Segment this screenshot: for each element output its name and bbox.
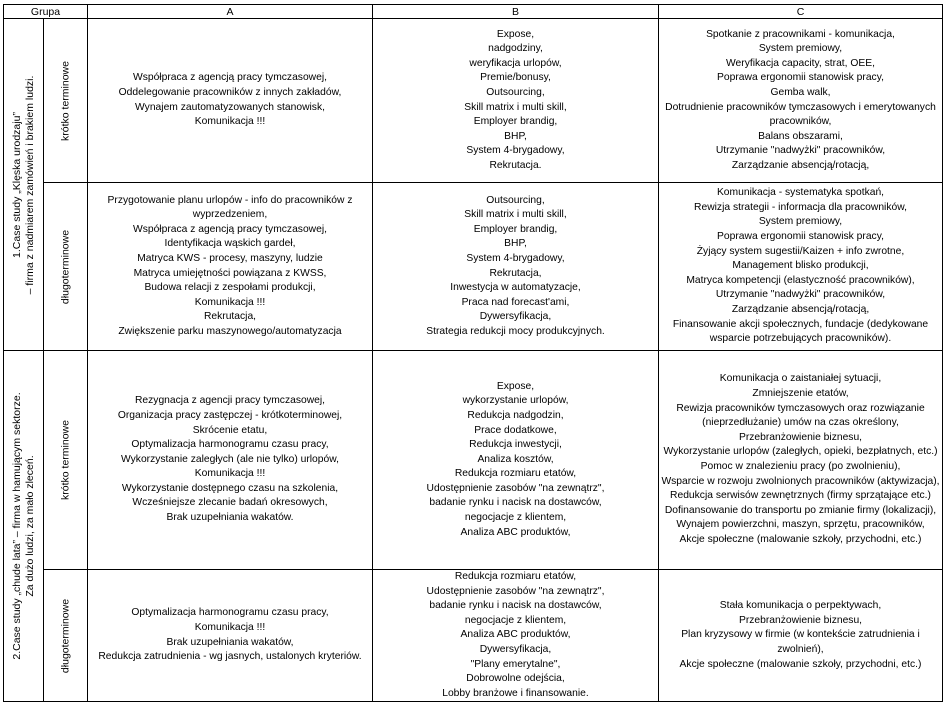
cell-b xyxy=(373,351,659,570)
term-cell xyxy=(44,351,88,570)
cell-line: Analiza ABC produktów, xyxy=(460,526,571,538)
term-cell xyxy=(44,570,88,702)
cell-line: Akcje społeczne (malowanie szkoły, przychodni, etc.) xyxy=(679,658,922,670)
cell-line: Dywersyfikacja, xyxy=(479,311,552,323)
cell-line: Pomoc w znalezieniu pracy (po zwolnieniu), xyxy=(700,461,901,472)
cell-line: Dotrudnienie pracowników tymczasowych i emerytowanych pracowników, xyxy=(665,101,936,128)
cell-line: System 4-brygadowy, xyxy=(466,252,565,264)
cell-line: Balans obszarami, xyxy=(758,130,843,142)
cell-line: Utrzymanie "nadwyżki" pracowników, xyxy=(715,289,886,301)
cell-line: Zwiększenie parku maszynowego/automatyzacja xyxy=(118,325,342,337)
cell-line: nadgodziny, xyxy=(488,43,543,55)
cell-line: BHP, xyxy=(504,130,527,142)
cell-line: negocjacje z klientem, xyxy=(464,614,567,626)
cell-line: Poprawa ergonomii stanowisk pracy, xyxy=(717,231,884,243)
cell-line: Rekrutacja, xyxy=(489,267,542,279)
cell-line: Praca nad forecast'ami, xyxy=(461,296,570,308)
cell-line: Skrócenie etatu, xyxy=(192,424,268,436)
cell-a xyxy=(88,183,373,351)
strategy-table xyxy=(3,4,943,702)
cell-line: Komunikacja !!! xyxy=(194,296,266,308)
group-label-cell xyxy=(4,19,44,351)
cell-line: Matryca kompetencji (elastyczność pracowników), xyxy=(686,274,915,286)
cell-line: Poprawa ergonomii stanowisk pracy, xyxy=(717,72,884,84)
header-group: Grupa xyxy=(4,5,88,19)
cell-line: Employer brandig, xyxy=(473,223,558,235)
cell-line: Skill matrix i multi skill, xyxy=(464,101,567,113)
cell-line: Identyfikacja wąskich gardeł, xyxy=(164,238,296,250)
cell-a xyxy=(88,19,373,183)
cell-a xyxy=(88,570,373,702)
cell-c xyxy=(659,183,943,351)
cell-line: Rezygnacja z agencji pracy tymczasowej, xyxy=(135,395,325,407)
term-cell xyxy=(44,19,88,183)
group-label xyxy=(11,393,37,660)
cell-line: Brak uzupełniania wakatów, xyxy=(166,636,294,648)
group-label-line: 2.Case study „chude lata” – firma w hamującym sektorze. xyxy=(10,392,23,660)
term-label: długoterminowe xyxy=(59,598,71,673)
table-row xyxy=(4,19,943,183)
cell-line: Wykorzystanie zaległych (ale nie tylko) urlopów, xyxy=(121,453,339,465)
cell-line: Przebranżowienie biznesu, xyxy=(738,431,863,443)
cell-line: Przygotowanie planu urlopów - info do pracowników z wyprzedzeniem, xyxy=(107,194,353,221)
cell-line: wykorzystanie urlopów, xyxy=(462,395,569,407)
cell-line: Komunikacja !!! xyxy=(194,116,266,128)
cell-line: Wynajem powierzchni, maszyn, sprzętu, pracowników, xyxy=(676,519,925,531)
cell-line: Redukcja zatrudnienia - wg jasnych, ustalonych kryteriów. xyxy=(98,651,362,663)
cell-line: Utrzymanie "nadwyżki" pracowników, xyxy=(715,145,886,157)
cell-line: Wynajem zautomatyzowanych stanowisk, xyxy=(135,101,325,113)
cell-line: Żyjący system sugestii/Kaizen + info zwrotne, xyxy=(696,245,905,257)
cell-line: Stała komunikacja o perpektywach, xyxy=(719,600,882,612)
cell-line: Rewizja strategii - informacja dla pracowników, xyxy=(694,201,907,213)
group-label xyxy=(11,75,37,294)
cell-line: Matryca umiejętności powiązana z KWSS, xyxy=(133,267,327,279)
cell-a xyxy=(88,351,373,570)
cell-line: Redukcja rozmiaru etatów, xyxy=(454,571,577,582)
term-label: krótko terminowe xyxy=(59,60,71,141)
cell-line: Redukcja nadgodzin, xyxy=(467,409,564,421)
cell-line: badanie rynku i nacisk na dostawców, xyxy=(429,497,602,509)
cell-line: Oddelegowanie pracowników z innych zakładów, xyxy=(118,86,342,98)
cell-line: Management blisko produkcji, xyxy=(732,260,869,272)
cell-line: Komunikacja !!! xyxy=(194,468,266,480)
cell-b xyxy=(373,570,659,702)
cell-line: Komunikacja - systematyka spotkań, xyxy=(716,187,885,199)
cell-line: Outsourcing, xyxy=(486,194,545,206)
table-row xyxy=(4,183,943,351)
cell-line: Matryca KWS - procesy, maszyny, ludzie xyxy=(137,252,323,264)
cell-line: Komunikacja !!! xyxy=(194,622,266,634)
cell-line: Rewizja pracowników tymczasowych oraz rozwiązanie (nieprzedłużanie) umów na czas określony, xyxy=(676,402,925,429)
cell-line: "Plany emerytalne", xyxy=(470,658,561,670)
header-c: C xyxy=(659,5,943,19)
cell-line: Współpraca z agencją pracy tymczasowej, xyxy=(132,72,327,84)
cell-line: Wcześniejsze zlecanie badań okresowych, xyxy=(132,497,328,509)
cell-line: Finansowanie akcji społecznych, fundacje (dedykowane wsparcie potrzebujących pracowników). xyxy=(672,318,929,345)
cell-line: Współpraca z agencją pracy tymczasowej, xyxy=(132,223,327,235)
cell-line: Skill matrix i multi skill, xyxy=(464,209,567,221)
cell-line: Analiza ABC produktów, xyxy=(460,629,571,641)
cell-b xyxy=(373,183,659,351)
cell-line: Redukcja inwestycji, xyxy=(469,439,562,451)
cell-line: Redukcja serwisów zewnętrznych (firmy sprzątające etc.) xyxy=(670,490,931,502)
cell-line: Analiza kosztów, xyxy=(477,453,554,465)
cell-line: Dobrowolne odejścia, xyxy=(466,673,565,685)
cell-line: negocjacje z klientem, xyxy=(464,512,567,524)
cell-line: BHP, xyxy=(504,238,527,250)
cell-line: System premiowy, xyxy=(758,43,843,55)
cell-line: Redukcja rozmiaru etatów, xyxy=(454,468,577,480)
cell-line: Komunikacja o zaistaniałej sytuacji, xyxy=(719,373,882,385)
cell-line: Plan kryzysowy w firmie (w kontekście zatrudnienia i zwolnień), xyxy=(681,629,920,655)
cell-line: weryfikacja urlopów, xyxy=(469,57,562,69)
cell-line: badanie rynku i nacisk na dostawców, xyxy=(429,600,602,612)
cell-line: Optymalizacja harmonogramu czasu pracy, xyxy=(131,607,329,619)
cell-line: Strategia redukcji mocy produkcyjnych. xyxy=(426,325,605,337)
cell-line: Expose, xyxy=(496,28,535,40)
cell-line: Gemba walk, xyxy=(770,86,831,98)
cell-line: Zarządzanie absencją/rotacją, xyxy=(731,159,870,171)
cell-line: Akcje społeczne (malowanie szkoły, przychodni, etc.) xyxy=(679,533,922,545)
group-label-line: 1.Case study „Klęska urodzaju” xyxy=(10,111,23,258)
cell-line: Brak uzupełniania wakatów. xyxy=(166,512,294,524)
cell-line: Premie/bonusy, xyxy=(480,72,551,84)
cell-line: Outsourcing, xyxy=(486,86,545,98)
cell-line: Wsparcie w rozwoju zwolnionych pracowników (aktywizacja), xyxy=(661,475,940,487)
cell-line: Prace dodatkowe, xyxy=(474,424,557,436)
cell-line: Lobby branżowe i finansowanie. xyxy=(442,687,589,699)
cell-line: Udostępnienie zasobów "na zewnątrz", xyxy=(426,482,605,494)
term-cell xyxy=(44,183,88,351)
header-row xyxy=(4,5,943,19)
cell-b xyxy=(373,19,659,183)
term-label: długoterminowe xyxy=(59,229,71,304)
cell-line: System premiowy, xyxy=(758,216,843,228)
cell-line: Optymalizacja harmonogramu czasu pracy, xyxy=(131,439,329,451)
header-b: B xyxy=(373,5,659,19)
cell-line: Przebranżowienie biznesu, xyxy=(738,614,863,626)
cell-line: Wykorzystanie urlopów (zaległych, opieki, bezpłatnych, etc.) xyxy=(663,446,938,458)
cell-line: Employer brandig, xyxy=(473,116,558,128)
cell-c xyxy=(659,19,943,183)
cell-line: Rekrutacja. xyxy=(489,159,542,171)
cell-line: System 4-brygadowy, xyxy=(466,145,565,157)
term-label: krótko terminowe xyxy=(59,420,71,500)
cell-c xyxy=(659,351,943,570)
cell-line: Zarządzanie absencją/rotacją, xyxy=(731,303,870,315)
group-label-line: Za dużo ludzi, za mało zleceń. xyxy=(23,455,36,597)
group-label-line: – firma z nadmiarem zamówień i brakiem ludzi. xyxy=(23,75,36,294)
cell-line: Wykorzystanie dostępnego czasu na szkolenia, xyxy=(121,482,339,494)
group-label-cell xyxy=(4,351,44,702)
header-a: A xyxy=(88,5,373,19)
cell-line: Inwestycja w automatyzacje, xyxy=(450,282,581,294)
cell-line: Udostępnienie zasobów "na zewnątrz", xyxy=(426,585,605,597)
cell-c xyxy=(659,570,943,702)
cell-line: Budowa relacji z zespołami produkcji, xyxy=(144,282,316,294)
cell-line: Dofinansowanie do transportu po zmianie firmy (lokalizacji), xyxy=(664,504,937,516)
cell-line: Expose, xyxy=(496,380,535,392)
cell-line: Dywersyfikacja, xyxy=(479,643,552,655)
cell-line: Organizacja pracy zastępczej - krótkoterminowej, xyxy=(117,409,343,421)
table-row xyxy=(4,351,943,570)
table-row xyxy=(4,570,943,702)
cell-line: Rekrutacja, xyxy=(203,311,257,323)
cell-line: Zmniejszenie etatów, xyxy=(752,388,849,400)
cell-line: Spotkanie z pracownikami - komunikacja, xyxy=(706,28,895,40)
cell-line: Weryfikacja capacity, strat, OEE, xyxy=(726,57,875,69)
